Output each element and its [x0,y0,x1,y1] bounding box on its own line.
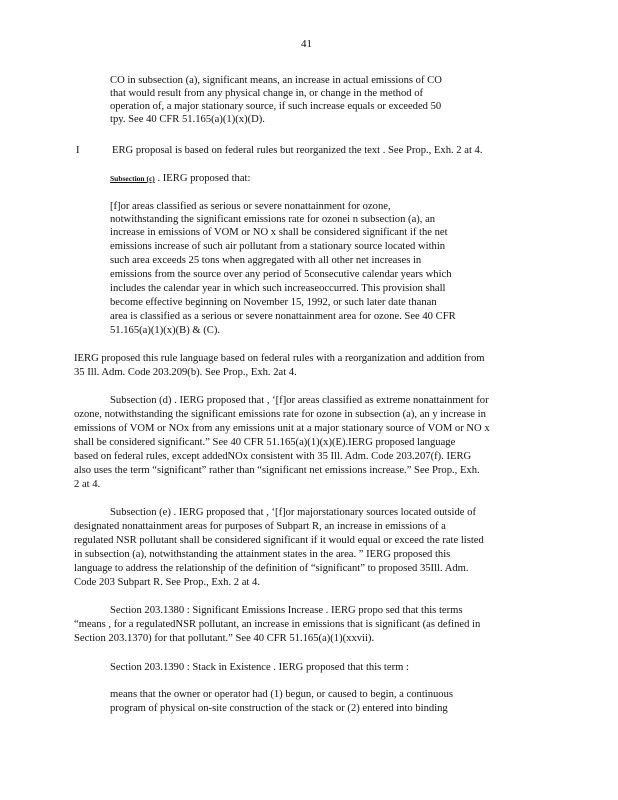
text-line: ERG proposal is based on federal rules but reorganized the text . See Prop., Exh. 2 at 4. [112,145,483,156]
text-line: also uses the term “significant” rather than “significant net emissions increase.” See Prop., Exh. [74,465,480,476]
page-number: 41 [301,38,312,50]
text-line: Subsection (d) . IERG proposed that , ‘[f]or areas classified as extreme nonattainment for [110,395,489,406]
text-line: tpy. See 40 CFR 51.165(a)(1)(x)(D). [110,114,265,125]
text-line: Section 203.1370) for that pollutant.” See 40 CFR 51.165(a)(1)(xxvii). [74,633,375,644]
subsection-heading [110,172,250,185]
text-line: in subsection (a), notwithstanding the attainment states in the area. ” IERG proposed this [74,549,451,560]
text-line: that would result from any physical change in, or change in the method of [110,88,424,99]
quote-line: become effective beginning on November 15, 1992, or such later date thanan [110,297,437,308]
quote-line: [f]or areas classified as serious or severe nonattainment for ozone, [110,201,391,212]
text-line: based on federal rules, except addedNOx consistent with 35 Ill. Adm. Code 203.207(f). IERG [74,451,472,462]
text-line: designated nonattainment areas for purposes of Subpart R, an increase in emissions of a [74,521,446,532]
text-line: language to address the relationship of the definition of “significant” to proposed 35Ill. Adm. [74,563,469,574]
paragraph-marker: I [76,145,80,156]
text-line: regulated NSR pollutant shall be considered significant if it would equal or exceed the rate listed [74,535,484,546]
text-line: 35 Ill. Adm. Code 203.209(b). See Prop., Exh. 2at 4. [74,367,297,378]
text-line: shall be considered significant.” See 40 CFR 51.165(a)(1)(x)(E).IERG proposed language [74,437,456,448]
text-line: operation of, a major stationary source, if such increase equals or exceeded 50 [110,101,442,112]
text-line: “means , for a regulatedNSR pollutant, an increase in emissions that is significant (as defined in [74,619,481,630]
section-line: Section 203.1380 : Significant Emissions Increase . IERG propo sed that this terms [110,605,463,616]
quote-line: increase in emissions of VOM or NO x shall be considered significant if the net [110,227,448,238]
quote-line: notwithstanding the significant emissions rate for ozonei n subsection (a), an [110,214,436,225]
quote-line: area is classified as a serious or severe nonattainment area for ozone. See 40 CFR [110,311,456,322]
section-line: Section 203.1390 : Stack in Existence . IERG proposed that this term : [110,662,409,673]
text-line: IERG proposed this rule language based on federal rules with a reorganization and addition from [74,353,485,364]
quote-line: means that the owner or operator had (1) begun, or caused to begin, a continuous [110,689,454,700]
text-line: Subsection (e) . IERG proposed that , ‘[f]or majorstationary sources located outside of [110,507,476,518]
quote-line: program of physical on-site construction of the stack or (2) entered into binding [110,703,448,714]
text-fragment: . IERG proposed that: [157,173,251,184]
text-line: ozone, notwithstanding the significant emissions rate for ozone in subsection (a), an y increase in [74,409,486,420]
quote-line: emissions from the source over any period of 5consecutive calendar years which [110,269,452,280]
text-line: Code 203 Subpart R. See Prop., Exh. 2 at 4. [74,577,260,588]
text-line: 2 at 4. [74,479,101,490]
quote-line: emissions increase of such air pollutant from a stationary source located within [110,241,446,252]
subsection-label: Subsection (c) [110,174,155,183]
quote-line: includes the calendar year in which such increaseoccurred. This provision shall [110,283,446,294]
quote-line: such area exceeds 25 tons when aggregated with all other net increases in [110,255,422,266]
quote-line: 51.165(a)(1)(x)(B) & (C). [110,325,221,336]
text-line: CO in subsection (a), significant means, an increase in actual emissions of CO [110,75,442,86]
text-line: emissions of VOM or NOx from any emissions unit at a major stationary source of VOM or NO x [74,423,490,434]
